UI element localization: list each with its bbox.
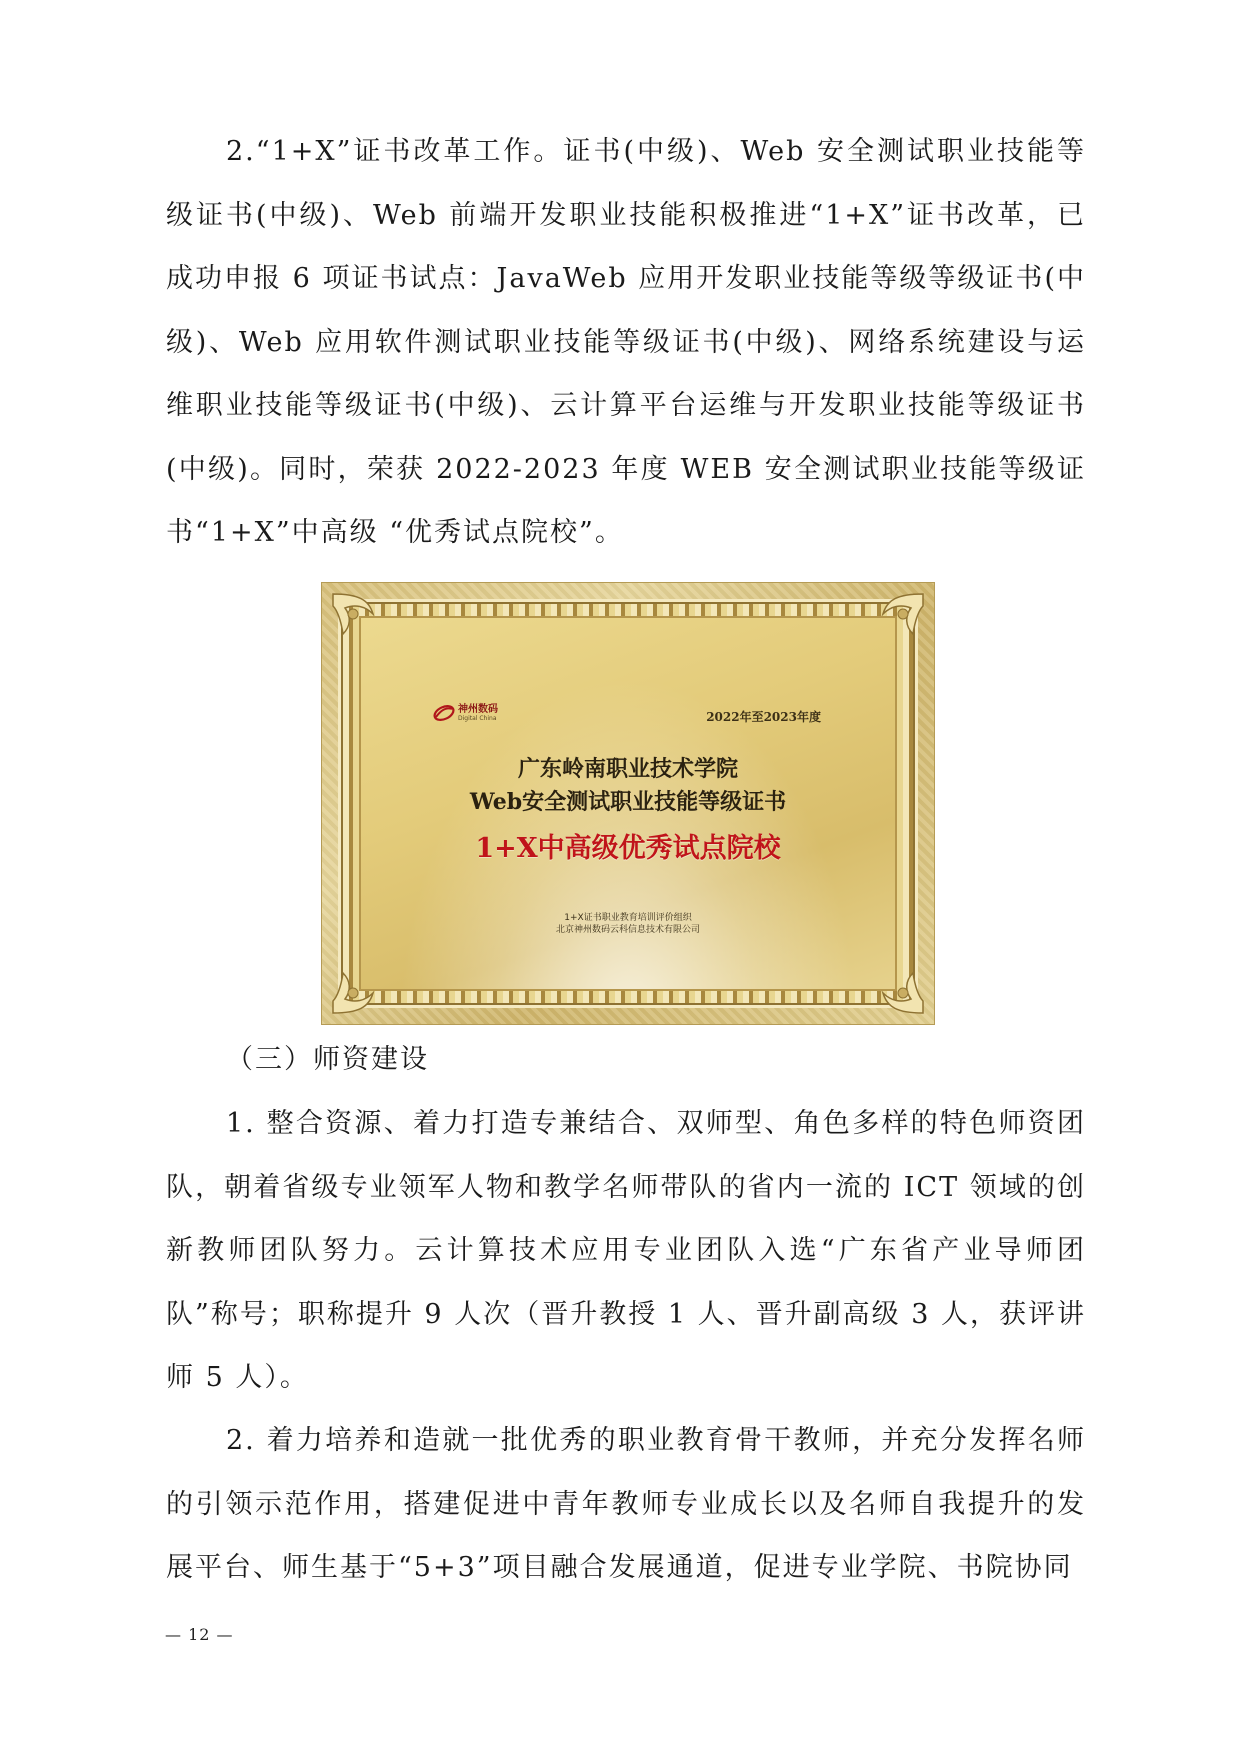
paragraph-teacher-development: 2. 着力培养和造就一批优秀的职业教育骨干教师，并充分发挥名师的引领示范作用，搭建促进中青年教师专业成长以及名师自我提升的发展平台、师生基于“5+3”项目融合发展通道，促进专业学院、书院协同 <box>166 1425 1086 1583</box>
plaque-issuer-company: 北京神州数码云科信息技术有限公司 <box>555 925 700 935</box>
plaque-year: 2022年至2023年度 <box>706 710 821 724</box>
digital-china-logo-icon <box>433 702 455 724</box>
section-heading-faculty: （三）师资建设 <box>226 1044 429 1075</box>
paragraph-1x-certificate: 2.“1+X”证书改革工作。证书(中级)、Web 安全测试职业技能等级证书(中级)、Web 前端开发职业技能积极推进“1+X”证书改革，已成功申报 6 项证书试点：JavaWeb 应用开发职业技能等级等级证书(中级)、Web 应用软件测试职业技能等级证书(中级)、网络系统建设与运维职业技能等级证书(中级)、云计算平台运维与开发职业技能等级证书(中级)。同时，荣获 2022-2023 年度 WEB 安全测试职业技能等级证书“1+X”中高级 “优秀试点院校”。 <box>166 136 1086 548</box>
award-plaque-photo <box>321 582 935 1025</box>
plaque-certificate-name: Web安全测试职业技能等级证书 <box>469 789 787 815</box>
plaque-inner-panel <box>359 616 897 991</box>
plaque-award-title: 1+X中高级优秀试点院校 <box>475 833 781 864</box>
company-logo <box>433 702 498 724</box>
plaque-issuer-org: 1+X证书职业教育培训评价组织 <box>564 913 692 923</box>
logo-english-text: Digital China <box>458 714 497 722</box>
paragraph-faculty-team: 1. 整合资源、着力打造专兼结合、双师型、角色多样的特色师资团队，朝着省级专业领军人物和教学名师带队的省内一流的 ICT 领域的创新教师团队努力。云计算技术应用专业团队入选“广东省产业导师团队”称号；职称提升 9 人次（晋升教授 1 人、晋升副高级 3 人，获评讲师 5 人）。 <box>166 1108 1086 1393</box>
plaque-institution-name: 广东岭南职业技术学院 <box>517 756 738 782</box>
page-number: — 12 — <box>165 1625 234 1644</box>
logo-chinese-text: 神州数码 <box>458 703 498 715</box>
